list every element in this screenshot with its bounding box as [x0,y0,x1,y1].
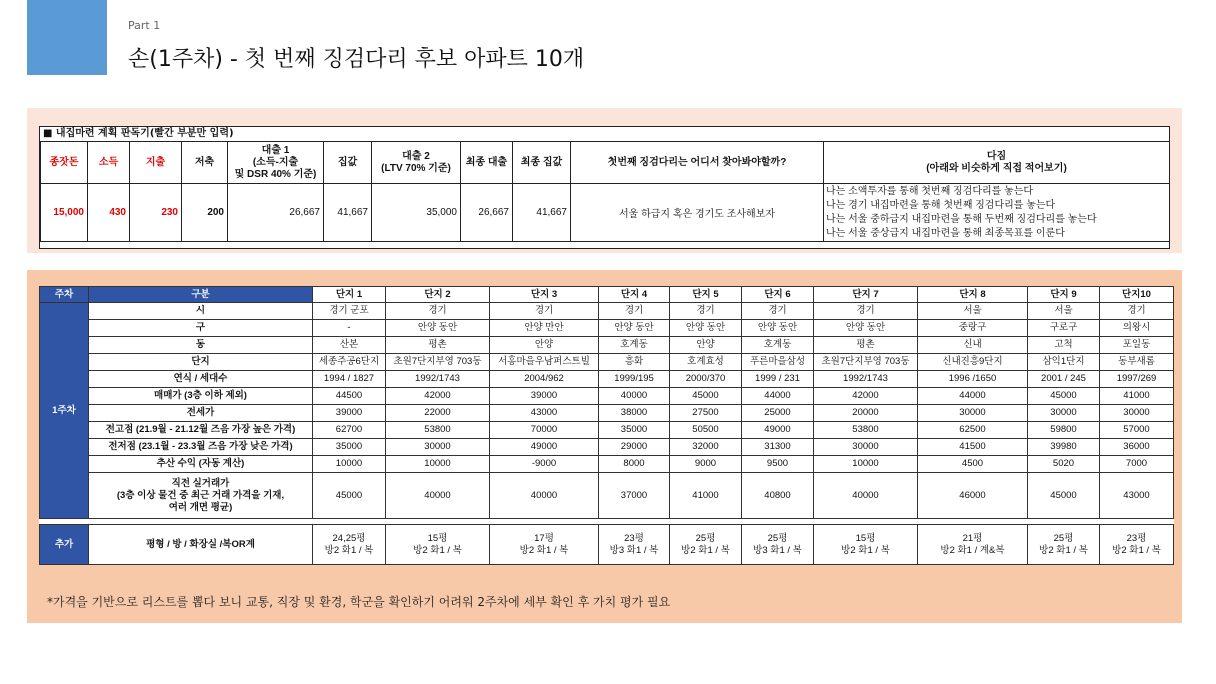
table-cell: 구로구 [1028,320,1100,337]
table-cell: 푸른마을삼성 [742,354,814,371]
footnote: *가격을 기반으로 리스트를 뽑다 보니 교통, 직장 및 환경, 학군을 확인하기 어려워 2주차에 세부 확인 후 가치 평가 필요 [47,595,671,609]
table-row [40,439,1174,456]
value-loan2: 35,000 [372,184,461,242]
table-cell: 1994 / 1827 [313,371,386,388]
table-cell: 39980 [1028,439,1100,456]
row-label: 매매가 (3층 이하 제외) [89,388,313,405]
complex-header: 단지 8 [918,287,1028,303]
accent-square [27,0,107,75]
pledge-title: 다짐 [986,150,1007,162]
table-row [40,337,1174,354]
table-cell: 42000 [814,388,918,405]
value-savings: 200 [182,184,228,242]
table-cell: 경기 [814,303,918,320]
table-cell: 안양 동안 [386,320,490,337]
table-cell [1028,525,1100,565]
value-loan1: 26,667 [228,184,324,242]
value-expense[interactable]: 230 [130,184,182,242]
table-cell: 49000 [490,439,599,456]
table-cell: 29000 [599,439,670,456]
value-income[interactable]: 430 [88,184,130,242]
value-final-price: 41,667 [513,184,571,242]
pledge-item: 나는 소액투자를 통해 첫번째 징검다리를 놓는다 [826,185,1034,197]
row-label: 연식 / 세대수 [89,371,313,388]
header-final-loan: 최종 대출 [461,142,513,184]
calculator-panel [27,108,1182,253]
unit-size: 25평 [767,532,788,544]
candidates-table [39,286,1174,565]
table-cell: 62700 [313,422,386,439]
table-cell: 경기 [386,303,490,320]
table-cell: 40800 [742,473,814,519]
table-row [40,388,1174,405]
row-label: 전세가 [89,405,313,422]
table-cell: 경기 [599,303,670,320]
table-cell: 세종주공6단지 [313,354,386,371]
unit-rooms: 방3 화1 / 복 [753,544,802,556]
table-cell [490,525,599,565]
table-cell: 35000 [313,439,386,456]
table-cell: 39000 [313,405,386,422]
table-cell: 45000 [1028,473,1100,519]
complex-header: 단지 6 [742,287,814,303]
table-cell: 62500 [918,422,1028,439]
table-cell: 2000/370 [670,371,742,388]
table-row [40,303,1174,320]
pledge-item: 나는 서울 중하급지 내집마련을 통해 두번째 징검다리를 놓는다 [826,213,1097,225]
table-cell: 호계효성 [670,354,742,371]
table-cell: 25000 [742,405,814,422]
table-cell: 흥화 [599,354,670,371]
complex-header: 단지10 [1100,287,1174,303]
value-answer: 서울 하급지 혹은 경기도 조사해보자 [571,184,824,242]
table-cell: 경기 [742,303,814,320]
part-label: Part 1 [128,19,161,32]
table-cell [1100,525,1174,565]
table-cell: 1997/269 [1100,371,1174,388]
unit-size: 24,25평 [332,532,366,544]
table-row [40,354,1174,371]
table-cell: 49000 [742,422,814,439]
complex-header: 단지 3 [490,287,599,303]
calculator-caption: ■ 내집마련 계획 판독기(빨간 부분만 입력) [43,128,234,139]
table-cell: 서울 [1028,303,1100,320]
table-cell: 20000 [814,405,918,422]
table-cell: 경기 [670,303,742,320]
unit-size: 25평 [1053,532,1074,544]
header-pledge [824,142,1170,184]
table-cell: 40000 [490,473,599,519]
table-cell: 50500 [670,422,742,439]
table-cell: 30000 [386,439,490,456]
table-cell [670,525,742,565]
table-cell: 41000 [1100,388,1174,405]
table-cell: 1996 /1650 [918,371,1028,388]
table-row [40,456,1174,473]
table-cell [386,525,490,565]
table-cell: 안양 동안 [814,320,918,337]
unit-rooms: 방2 화1 / 복 [841,544,890,556]
table-cell: 호계동 [599,337,670,354]
unit-size: 23평 [1126,532,1147,544]
row-label: 시 [89,303,313,320]
table-cell: 신내 [918,337,1028,354]
table-cell: 10000 [386,456,490,473]
loan2-sub: (LTV 70% 기준) [381,162,451,174]
row-label: 추산 수익 (자동 계산) [89,456,313,473]
table-cell: 59800 [1028,422,1100,439]
row-label: 동 [89,337,313,354]
pledge-item: 나는 경기 내집마련을 통해 첫번째 징검다리를 놓는다 [826,199,1056,211]
unit-rooms: 방2 화1 / 복 [1112,544,1161,556]
table-cell: 동부새롬 [1100,354,1174,371]
table-cell: 4500 [918,456,1028,473]
table-cell: 41000 [670,473,742,519]
table-cell: 1999/195 [599,371,670,388]
table-cell: 1992/1743 [814,371,918,388]
table-cell: 10000 [814,456,918,473]
complex-header: 단지 9 [1028,287,1100,303]
table-cell: 38000 [599,405,670,422]
table-row [40,473,1174,519]
value-house-price: 41,667 [324,184,372,242]
recent-trade-label-line: (3층 이상 물건 중 최근 거래 가격을 기재, [116,489,285,501]
pledge-item: 나는 서울 중상급지 내집마련을 통해 최종목표를 이룬다 [826,227,1065,239]
complex-header: 단지 5 [670,287,742,303]
table-cell: 경기 [1100,303,1174,320]
recent-trade-label-line: 직전 실거래가 [171,477,230,489]
table-cell: 의왕시 [1100,320,1174,337]
table-cell: 평촌 [814,337,918,354]
table-row [40,525,1174,565]
table-cell: - [313,320,386,337]
table-cell: 안양 동안 [599,320,670,337]
table-cell [742,525,814,565]
header-loan2 [372,142,461,184]
row-label: 구 [89,320,313,337]
table-cell: 안양 [670,337,742,354]
table-cell: 안양 동안 [670,320,742,337]
week-extra-label: 추가 [40,525,89,565]
table-cell: 40000 [814,473,918,519]
unit-rooms: 방2 화1 / 복 [681,544,730,556]
table-cell: 37000 [599,473,670,519]
unit-size: 15평 [855,532,876,544]
table-cell: 41500 [918,439,1028,456]
pledge-sub: (아래와 비슷하게 직접 적어보기) [926,162,1067,174]
week1-label: 1주차 [40,303,89,519]
table-row [40,405,1174,422]
table-cell: 44000 [742,388,814,405]
loan2-title: 대출 2 [402,150,430,162]
table-cell: 1999 / 231 [742,371,814,388]
loan1-title: 대출 1 [261,144,290,156]
table-cell: 30000 [814,439,918,456]
table-cell: 2004/962 [490,371,599,388]
table-cell: 9000 [670,456,742,473]
header-income: 소득 [88,142,130,184]
unit-rooms: 방2 화1 / 복 [324,544,374,556]
table-cell: 고척 [1028,337,1100,354]
header-seed: 종잣돈 [41,142,88,184]
recent-trade-label-line: 여러 개면 평균) [168,501,233,513]
candidates-panel [27,270,1182,623]
table-cell: 43000 [1100,473,1174,519]
table-cell [599,525,670,565]
table-cell: 57000 [1100,422,1174,439]
row-label-recent-trade [89,473,313,519]
table-cell: 안양 [490,337,599,354]
table-cell [313,525,386,565]
table-row [40,371,1174,388]
unit-rooms: 방2 화1 / 복 [1039,544,1088,556]
unit-size: 25평 [695,532,716,544]
table-cell: 39000 [490,388,599,405]
table-cell: 30000 [1028,405,1100,422]
unit-rooms: 방3 화1 / 복 [609,544,659,556]
table-cell: 2001 / 245 [1028,371,1100,388]
value-seed[interactable]: 15,000 [41,184,88,242]
table-cell: 초원7단지부영 703동 [814,354,918,371]
row-label: 단지 [89,354,313,371]
table-cell: 43000 [490,405,599,422]
header-savings: 저축 [182,142,228,184]
table-cell: 53800 [386,422,490,439]
complex-header: 단지 1 [313,287,386,303]
table-cell: 안양 만안 [490,320,599,337]
header-question: 첫번째 징검다리는 어디서 찾아봐야할까? [571,142,824,184]
table-cell: 42000 [386,388,490,405]
table-cell: 45000 [1028,388,1100,405]
table-cell: 중랑구 [918,320,1028,337]
header-final-price: 최종 집값 [513,142,571,184]
header-loan1 [228,142,324,184]
table-cell: 44000 [918,388,1028,405]
table-cell: 30000 [918,405,1028,422]
table-cell: 신내진흥9단지 [918,354,1028,371]
table-cell: 1992/1743 [386,371,490,388]
table-cell: 40000 [599,388,670,405]
table-cell: 경기 군포 [313,303,386,320]
table-cell: -9000 [490,456,599,473]
header-category: 구분 [89,287,313,303]
table-cell: 27500 [670,405,742,422]
unit-size: 23평 [624,532,644,544]
table-cell: 35000 [599,422,670,439]
table-cell [814,525,918,565]
table-cell: 9500 [742,456,814,473]
table-cell: 30000 [1100,405,1174,422]
table-cell: 22000 [386,405,490,422]
table-cell: 44500 [313,388,386,405]
complex-header: 단지 2 [386,287,490,303]
loan1-sub1: (소득-지출 [252,156,299,168]
table-cell: 포일동 [1100,337,1174,354]
table-cell: 5020 [1028,456,1100,473]
unit-size: 21평 [962,532,983,544]
row-label: 전고점 (21.9월 - 21.12월 즈음 가장 높은 가격) [89,422,313,439]
header-house-price: 집값 [324,142,372,184]
table-cell: 호계동 [742,337,814,354]
unit-size: 15평 [427,532,448,544]
table-cell: 삼익1단지 [1028,354,1100,371]
calculator-table [40,141,1170,242]
table-cell: 46000 [918,473,1028,519]
header-expense: 지출 [130,142,182,184]
row-label: 평형 / 방 / 화장실 /복OR계 [89,525,313,565]
table-cell: 산본 [313,337,386,354]
table-cell [918,525,1028,565]
unit-size: 17평 [534,532,554,544]
table-row [40,422,1174,439]
table-cell: 평촌 [386,337,490,354]
table-cell: 32000 [670,439,742,456]
complex-header: 단지 7 [814,287,918,303]
calculator-box [39,126,1170,249]
value-final-loan: 26,667 [461,184,513,242]
table-cell: 서울 [918,303,1028,320]
pledge-list [824,184,1170,242]
table-cell: 서홍마을우남퍼스트빌 [490,354,599,371]
unit-rooms: 방2 화1 / 계&복 [940,544,1005,556]
table-cell: 36000 [1100,439,1174,456]
row-label: 전저점 (23.1월 - 23.3월 즈음 가장 낮은 가격) [89,439,313,456]
header-week: 주차 [40,287,89,303]
unit-rooms: 방2 화1 / 복 [413,544,462,556]
table-row [40,320,1174,337]
loan1-sub2: 및 DSR 40% 기준) [234,168,317,180]
table-cell: 7000 [1100,456,1174,473]
table-cell: 10000 [313,456,386,473]
table-cell: 40000 [386,473,490,519]
table-cell: 경기 [490,303,599,320]
table-cell: 45000 [670,388,742,405]
slide-title: 손(1주차) - 첫 번째 징검다리 후보 아파트 10개 [128,47,585,72]
complex-header: 단지 4 [599,287,670,303]
table-cell: 안양 동안 [742,320,814,337]
table-cell: 45000 [313,473,386,519]
table-cell: 70000 [490,422,599,439]
table-cell: 53800 [814,422,918,439]
table-cell: 8000 [599,456,670,473]
table-cell: 초원7단지부영 703동 [386,354,490,371]
unit-rooms: 방2 화1 / 복 [519,544,569,556]
table-cell: 31300 [742,439,814,456]
